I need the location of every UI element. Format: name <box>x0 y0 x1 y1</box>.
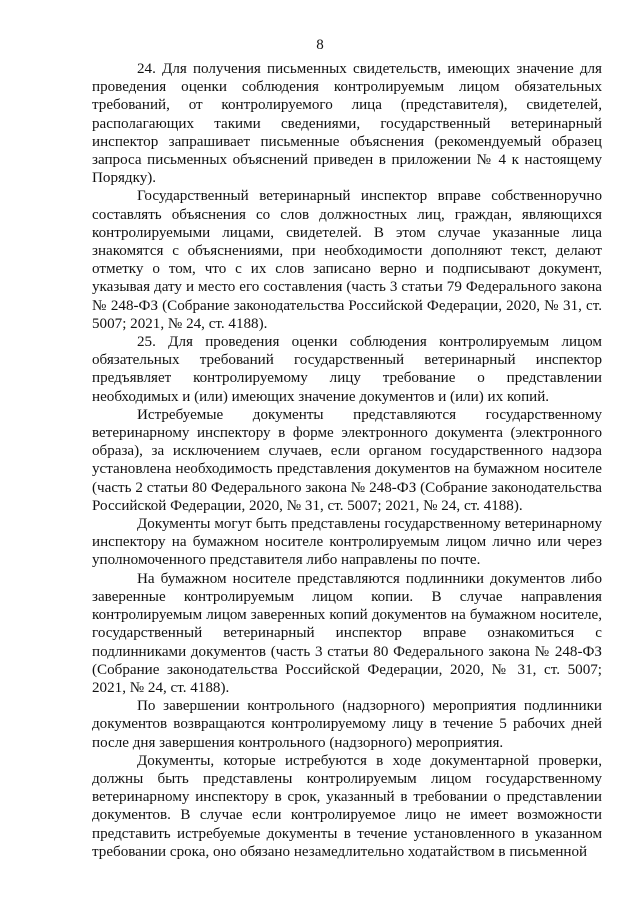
paragraph-inspector-explanations: Государственный ветеринарный инспектор вправе собственноручно составлять объяснения со слов должностных лиц, граждан, являющихся контролируемыми лицами, свидетелей. В этом случае указанные лица знакомятся с объяснениями, при необходимости дополняют текст, делают отметку о том, что с их слов записано верно и подписывают документ, указывая дату и место его составления (часть 3 статьи 79 Федерального закона № 248-ФЗ (Собрание законодательства Российской Федерации, 2020, № 31, ст. 5007; 2021, № 24, ст. 4188). <box>92 188 602 332</box>
paragraph-originals-and-copies: На бумажном носителе представляются подлинники документов либо заверенные контролируемым лицом копии. В случае направления контролируемым лицом заверенных копий документов на бумажном носителе, государственный ветеринарный инспектор вправе ознакомиться с подлинниками документов (часть 3 статьи 80 Федерального закона № 248-ФЗ (Собрание законодательства Российской Федерации, 2020, № 31, ст. 5007; 2021, № 24, ст. 4188). <box>92 570 602 696</box>
paragraph-item-24: 24. Для получения письменных свидетельств, имеющих значение для проведения оценки соблюдения контролируемым лицом обязательных требований, от контролируемого лица (представителя), свидетелей, располагающих такими сведениями, государственный ветеринарный инспектор запрашивает письменные объяснения (рекомендуемый образец запроса письменных объяснений приведен в приложении № 4 к настоящему Порядку). <box>92 61 602 187</box>
paragraph-paper-submission: Документы могут быть представлены государственному ветеринарному инспектору на бумажном носителе контролируемым лицом лично или через уполномоченного представителя либо направлены по почте. <box>92 516 602 569</box>
paragraph-item-25: 25. Для проведения оценки соблюдения контролируемым лицом обязательных требований государственный ветеринарный инспектор предъявляет контролируемому лицу требование о представлении необходимых и (или) имеющих значение документов и (или) их копий. <box>92 334 602 405</box>
paragraph-requested-documents: Истребуемые документы представляются государственному ветеринарному инспектору в форме электронного документа (электронного образа), за исключением случаев, если органом государственного надзора установлена необходимость представления документов на бумажном носителе (часть 2 статьи 80 Федерального закона № 248-ФЗ (Собрание законодательства Российской Федерации, 2020, № 31, ст. 5007; 2021, № 24, ст. 4188). <box>92 406 602 514</box>
paragraph-submission-deadline: Документы, которые истребуются в ходе документарной проверки, должны быть представлены контролируемым лицом государственному ветеринарному инспектору в срок, указанный в требовании о представлении документов. В случае если контролируемое лицо не имеет возможности представить истребуемые документы в течение установленного в указанном требовании срока, оно обязано незамедлительно ходатайством в письменной <box>92 752 602 860</box>
document-body <box>92 60 602 861</box>
page-number: 8 <box>316 37 324 53</box>
paragraph-return-of-originals: По завершении контрольного (надзорного) мероприятия подлинники документов возвращаются контролируемому лицу в течение 5 рабочих дней после дня завершения контрольного (надзорного) мероприятия. <box>92 698 602 751</box>
